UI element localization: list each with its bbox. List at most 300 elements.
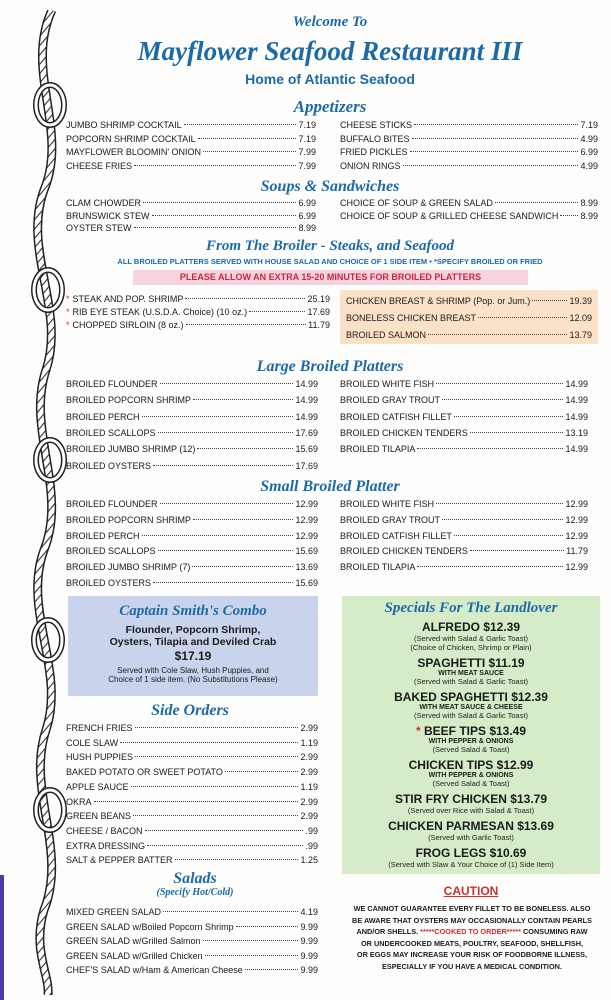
item-name: BROILED CATFISH FILLET	[340, 411, 452, 422]
item-price: 2.99	[300, 767, 318, 778]
item-price: 17.69	[295, 460, 318, 471]
menu-item	[346, 295, 592, 308]
item-price: 7.19	[580, 120, 598, 130]
special-name-price	[342, 656, 600, 670]
star-marker: *	[66, 294, 70, 304]
combo-note-1: Served with Cole Slaw, Hush Puppies, and	[117, 666, 269, 675]
item-name: OKRA	[66, 796, 92, 807]
leader-dots	[436, 383, 563, 384]
item-name: GREEN SALAD w/Grilled Salmon	[66, 936, 201, 946]
item-price: 6.99	[298, 210, 316, 221]
item-name: CHOPPED SIRLOIN (8 oz.)	[72, 320, 184, 330]
menu-item	[66, 197, 316, 210]
leader-dots	[134, 227, 297, 228]
item-price: 14.99	[295, 395, 318, 406]
menu-item	[66, 751, 318, 764]
specials-box	[342, 596, 600, 874]
broiler-title: From The Broiler - Steaks, and Seafood	[206, 238, 454, 254]
item-price: 13.69	[295, 562, 318, 573]
special-note: (Served Salad & Toast)	[432, 745, 510, 754]
leader-dots	[236, 926, 299, 927]
item-price: 12.99	[295, 514, 318, 525]
item-price: 17.69	[307, 307, 330, 317]
leader-dots	[175, 859, 299, 860]
item-price: 7.99	[298, 147, 316, 157]
special-title: CHICKEN PARMESAN $13.69	[388, 819, 554, 833]
item-price: 2.99	[300, 752, 318, 763]
caution-line-4: OR UNDERCOOKED MEATS, POULTRY, SEAFOOD, SHELLFISH,	[360, 938, 584, 948]
menu-item	[340, 160, 598, 173]
leader-dots	[94, 801, 299, 802]
leader-dots	[192, 566, 293, 567]
special-note: (Served with Salad & Garlic Toast)	[413, 634, 529, 643]
special-name-price	[342, 819, 600, 833]
leader-dots	[153, 582, 293, 583]
item-name: BROILED POPCORN SHRIMP	[66, 514, 192, 525]
caution-line-5: OR EGGS MAY INCREASE YOUR RISK OF FOODBORNE ILLNESS,	[356, 950, 588, 959]
leader-dots	[131, 786, 299, 787]
leader-dots	[147, 845, 303, 846]
item-name: BUFFALO BITES	[340, 133, 410, 144]
menu-item	[66, 530, 318, 543]
menu-item	[66, 498, 318, 511]
specials-list	[342, 620, 600, 869]
leader-dots	[249, 311, 305, 312]
menu-item	[340, 378, 588, 391]
leader-dots	[135, 727, 299, 728]
leader-dots	[205, 955, 299, 956]
menu-item	[66, 460, 318, 473]
leader-dots	[478, 317, 567, 318]
menu-item	[66, 443, 318, 456]
item-price: 2.99	[300, 723, 318, 733]
side-orders-title: Side Orders	[151, 702, 229, 719]
menu-item	[340, 545, 588, 558]
special-item	[342, 620, 600, 652]
leader-dots	[142, 535, 294, 536]
item-price: 9.99	[300, 965, 318, 975]
leader-dots	[133, 815, 298, 816]
combo-note-2: Choice of 1 side item. (No Substitutions Please)	[108, 675, 278, 684]
leader-dots	[198, 138, 297, 139]
item-price: 2.99	[300, 811, 318, 822]
item-price: 19.39	[569, 296, 592, 306]
menu-item	[340, 411, 588, 424]
caution-line-1: WE CANNOT GUARANTEE EVERY FILLET TO BE BONELESS. ALSO	[353, 904, 591, 913]
leader-dots	[442, 519, 563, 520]
leader-dots	[203, 151, 296, 152]
menu-item	[340, 210, 598, 223]
welcome-text: Welcome To	[292, 14, 368, 30]
leader-dots	[495, 202, 579, 203]
item-name: GREEN BEANS	[66, 811, 132, 822]
leader-dots	[417, 448, 563, 449]
item-price: 12.99	[565, 499, 588, 509]
menu-item	[66, 119, 316, 132]
combo-box	[68, 596, 318, 696]
soups-title: Soups & Sandwiches	[260, 178, 400, 195]
item-name: STEAK AND POP. SHRIMP	[72, 294, 184, 304]
special-sub: WITH PEPPER & ONIONS	[428, 772, 514, 779]
special-note-2: (Choice of Chicken, Shrimp or Plain)	[410, 643, 532, 652]
item-price: 11.79	[566, 546, 588, 557]
menu-item	[66, 737, 318, 750]
menu-item	[66, 577, 318, 590]
menu-item	[66, 722, 318, 735]
item-price: 7.19	[298, 133, 316, 144]
leader-dots	[417, 566, 563, 567]
star-marker: *	[66, 320, 70, 330]
item-name: EXTRA DRESSING	[66, 840, 146, 851]
specials-title: Specials For The Landlover	[384, 600, 558, 616]
item-name: BROILED TILAPIA	[340, 444, 416, 455]
leader-dots	[158, 432, 294, 433]
menu-item	[66, 394, 318, 407]
tagline: Home of Atlantic Seafood	[245, 71, 415, 87]
leader-dots	[412, 138, 579, 139]
menu-item	[66, 766, 318, 779]
item-price: 4.19	[300, 907, 318, 917]
item-price: 12.99	[565, 562, 588, 573]
leader-dots	[454, 416, 564, 417]
item-name: CHOICE OF SOUP & GRILLED CHEESE SANDWICH	[340, 210, 559, 221]
menu-item	[340, 561, 588, 574]
leader-dots	[120, 742, 298, 743]
item-price: 6.99	[580, 147, 598, 157]
special-note: (Served Salad & Toast)	[432, 779, 510, 788]
combo-line-1: Flounder, Popcorn Shrimp,	[125, 624, 261, 636]
menu-item	[66, 810, 318, 823]
item-name: BROILED WHITE FISH	[340, 499, 435, 509]
menu-item	[66, 133, 316, 146]
item-name: BROILED JUMBO SHRIMP (7)	[66, 562, 191, 573]
item-name: GREEN SALAD w/Boiled Popcorn Shrimp	[66, 921, 234, 932]
menu-item	[66, 781, 318, 794]
leader-dots	[185, 298, 305, 299]
menu-item	[340, 394, 588, 407]
item-name: MAYFLOWER BLOOMIN' ONION	[66, 147, 202, 157]
menu-item	[340, 514, 588, 527]
broiler-note: ALL BROILED PLATTERS SERVED WITH HOUSE SALAD AND CHOICE OF 1 SIDE ITEM • *SPECIFY BROILED OR FRIED	[117, 257, 543, 266]
leader-dots	[135, 756, 298, 757]
leader-dots	[532, 300, 567, 301]
special-sub: WITH PEPPER & ONIONS	[428, 738, 514, 745]
leader-dots	[436, 503, 563, 504]
leader-dots	[428, 334, 567, 335]
leader-dots	[152, 215, 297, 216]
item-price: 17.69	[295, 427, 318, 438]
item-name: CLAM CHOWDER	[66, 198, 142, 208]
caution-title: CAUTION	[443, 884, 499, 898]
leader-dots	[160, 503, 294, 504]
special-item	[342, 724, 600, 754]
item-name: BROILED SCALLOPS	[66, 546, 156, 557]
item-price: 12.99	[295, 499, 318, 509]
caution-text	[338, 903, 606, 972]
leader-dots	[470, 550, 564, 551]
item-price: 4.99	[580, 160, 598, 171]
item-name: BROILED SALMON	[346, 330, 427, 340]
restaurant-name: Mayflower Seafood Restaurant III	[137, 36, 523, 66]
item-price: 11.79	[308, 320, 330, 330]
salads-subtitle: (Specify Hot/Cold)	[156, 887, 234, 898]
leader-dots	[470, 432, 564, 433]
item-name: CHEESE / BACON	[66, 825, 143, 836]
cooked-to-order: *****COOKED TO ORDER*****	[420, 927, 521, 936]
item-name: CHEESE STICKS	[340, 120, 413, 130]
large-platters-title: Large Broiled Platters	[256, 358, 404, 375]
leader-dots	[158, 550, 294, 551]
salads-title: Salads	[173, 870, 217, 887]
combo-price: $17.19	[174, 649, 212, 663]
special-note: (Served with Slaw & Your Choice of (1) Side Item)	[388, 860, 554, 869]
item-price: 9.99	[300, 936, 318, 946]
menu-item	[66, 210, 316, 223]
item-name: BROILED POPCORN SHRIMP	[66, 395, 192, 406]
leader-dots	[560, 215, 578, 216]
item-name: BAKED POTATO OR SWEET POTATO	[66, 767, 223, 778]
item-name: HUSH PUPPIES	[66, 752, 134, 763]
special-item	[342, 656, 600, 686]
item-price: 12.99	[565, 514, 588, 525]
menu-item	[340, 427, 588, 440]
item-price: 15.69	[295, 546, 318, 557]
item-price: 12.99	[295, 530, 318, 541]
item-price: 15.69	[295, 444, 318, 455]
item-price: 14.99	[565, 379, 588, 389]
menu-item	[66, 840, 318, 853]
menu-item	[340, 498, 588, 511]
special-name-price	[342, 758, 600, 772]
special-note: (Served with Salad & Garlic Toast)	[413, 677, 529, 686]
leader-dots	[184, 124, 297, 125]
menu-item	[66, 160, 316, 173]
menu-item	[66, 854, 318, 867]
leader-dots	[142, 416, 294, 417]
item-name: BROILED CATFISH FILLET	[340, 530, 452, 541]
leader-dots	[143, 202, 296, 203]
item-name: RIB EYE STEAK (U.S.D.A. Choice) (10 oz.)	[72, 307, 248, 317]
leader-dots	[454, 535, 564, 536]
caution-line-6: ESPECIALLY IF YOU HAVE A MEDICAL CONDITION.	[382, 961, 562, 971]
special-title: ALFREDO $12.39	[421, 620, 521, 634]
item-name: APPLE SAUCE	[66, 781, 129, 792]
item-price: 14.99	[565, 395, 588, 406]
menu-item	[66, 293, 330, 306]
item-price: 9.99	[300, 950, 318, 961]
item-name: BROILED JUMBO SHRIMP (12)	[66, 444, 196, 455]
menu-item	[340, 119, 598, 132]
broiler-wait-banner: PLEASE ALLOW AN EXTRA 15-20 MINUTES FOR BROILED PLATTERS	[133, 270, 528, 285]
item-price: .99	[305, 825, 318, 836]
item-price: 4.99	[580, 133, 598, 144]
menu-item	[66, 222, 316, 235]
leader-dots	[403, 165, 579, 166]
special-name-price	[342, 724, 600, 738]
menu-item	[66, 378, 318, 391]
menu-item	[66, 427, 318, 440]
leader-dots	[160, 383, 294, 384]
menu-item	[340, 146, 598, 159]
item-price: 12.99	[565, 530, 588, 541]
item-price: 1.25	[300, 855, 318, 866]
special-name-price	[342, 620, 600, 634]
item-price: 9.99	[300, 921, 318, 932]
item-name: CHICKEN BREAST & SHRIMP (Pop. or Jum.)	[346, 296, 531, 306]
item-name: JUMBO SHRIMP COCKTAIL	[66, 120, 182, 130]
star-marker: *	[415, 724, 424, 738]
item-name: BONELESS CHICKEN BREAST	[346, 313, 477, 323]
item-name: CHOICE OF SOUP & GREEN SALAD	[340, 198, 493, 208]
item-price: 8.99	[298, 223, 316, 233]
item-name: BROILED CHICKEN TENDERS	[340, 546, 468, 557]
menu-item	[66, 906, 318, 919]
menu-item	[66, 306, 330, 319]
combo-line-2: Oysters, Tilapia and Deviled Crab	[109, 636, 277, 648]
special-item	[342, 792, 600, 815]
menu-item	[66, 825, 318, 838]
menu-item	[66, 796, 318, 809]
item-price: 8.99	[580, 210, 598, 221]
item-price: 12.09	[569, 313, 592, 323]
caution-line-3	[338, 926, 606, 938]
item-price: 8.99	[580, 198, 598, 208]
menu-item	[66, 514, 318, 527]
item-price: 13.79	[569, 330, 592, 340]
item-name: COLE SLAW	[66, 737, 119, 748]
item-name: CHEESE FRIES	[66, 160, 133, 171]
leader-dots	[186, 324, 307, 325]
special-item	[342, 690, 600, 720]
item-name: FRIED PICKLES	[340, 147, 408, 157]
leader-dots	[163, 911, 298, 912]
leader-dots	[153, 465, 293, 466]
leader-dots	[134, 165, 296, 166]
item-name: BRUNSWICK STEW	[66, 210, 150, 221]
item-name: MIXED GREEN SALAD	[66, 907, 162, 917]
menu-item	[66, 545, 318, 558]
menu-item	[66, 921, 318, 934]
leader-dots	[145, 830, 304, 831]
page-edge-strip	[0, 875, 4, 1000]
star-marker: *	[66, 307, 70, 317]
special-item	[342, 819, 600, 842]
item-name: BROILED FLOUNDER	[66, 379, 158, 389]
special-title: BEEF TIPS $13.49	[423, 724, 527, 738]
item-name: BROILED FLOUNDER	[66, 499, 158, 509]
item-price: 7.99	[298, 160, 316, 171]
leader-dots	[193, 399, 293, 400]
menu-item	[346, 329, 592, 342]
special-note: (Served over Rice with Salad & Toast)	[407, 806, 535, 815]
special-name-price	[342, 792, 600, 806]
special-title: STIR FRY CHICKEN $13.79	[394, 792, 548, 806]
special-sub: WITH MEAT SAUCE	[438, 670, 504, 677]
item-price: 14.99	[295, 379, 318, 389]
menu-item	[66, 935, 318, 948]
leader-dots	[442, 399, 563, 400]
item-name: BROILED WHITE FISH	[340, 379, 435, 389]
item-price: 6.99	[298, 198, 316, 208]
special-item	[342, 846, 600, 869]
special-note: (Served with Garlic Toast)	[428, 833, 514, 842]
leader-dots	[225, 771, 299, 772]
item-name: CHEF'S SALAD w/Ham & American Cheese	[66, 965, 243, 975]
item-price: 2.99	[300, 796, 318, 807]
item-name: ONION RINGS	[340, 160, 401, 171]
special-sub: WITH MEAT SAUCE & CHEESE	[419, 704, 523, 711]
item-price: 14.99	[565, 411, 588, 422]
item-name: BROILED TILAPIA	[340, 562, 416, 573]
menu-item	[340, 197, 598, 210]
rope-border-decoration	[14, 10, 74, 995]
special-item	[342, 758, 600, 788]
menu-item	[66, 146, 316, 159]
leader-dots	[410, 151, 579, 152]
menu-item	[346, 312, 592, 325]
item-price: 14.99	[295, 411, 318, 422]
caution-line-3a: AND/OR SHELLS.	[356, 927, 421, 936]
item-name: FRENCH FRIES	[66, 723, 133, 733]
menu-item	[66, 950, 318, 963]
item-name: BROILED PERCH	[66, 411, 140, 422]
item-name: BROILED CHICKEN TENDERS	[340, 427, 468, 438]
menu-item	[66, 561, 318, 574]
special-title: BAKED SPAGHETTI $12.39	[394, 690, 548, 704]
leader-dots	[414, 124, 578, 125]
special-note: (Served with Salad & Garlic Toast)	[413, 711, 529, 720]
caution-line-3c: CONSUMING RAW	[521, 927, 588, 936]
item-price: 7.19	[298, 120, 316, 130]
item-price: 13.19	[565, 427, 588, 438]
item-name: SALT & PEPPER BATTER	[66, 855, 173, 866]
special-name-price	[342, 846, 600, 860]
item-price: 15.69	[295, 578, 318, 588]
item-name: BROILED GRAY TROUT	[340, 395, 441, 406]
special-name-price	[342, 690, 600, 704]
combo-title: Captain Smith's Combo	[119, 603, 267, 619]
leader-dots	[193, 519, 293, 520]
item-name: OYSTER STEW	[66, 223, 132, 233]
item-price: 1.19	[300, 781, 318, 792]
caution-line-2: BE AWARE THAT OYSTERS MAY OCCASIONALLY CONTAIN PEARLS	[352, 915, 592, 925]
menu-item	[340, 443, 588, 456]
item-price: 14.99	[565, 444, 588, 455]
item-price: .99	[305, 840, 318, 851]
special-title: SPAGHETTI $11.19	[417, 656, 525, 670]
special-title: CHICKEN TIPS $12.99	[408, 758, 534, 772]
menu-item	[340, 133, 598, 146]
leader-dots	[245, 969, 299, 970]
leader-dots	[203, 940, 299, 941]
menu-item	[340, 530, 588, 543]
special-title: FROG LEGS $10.69	[415, 846, 527, 860]
appetizers-title: Appetizers	[293, 97, 367, 116]
item-price: 25.19	[307, 294, 330, 304]
menu-item	[66, 411, 318, 424]
item-price: 1.19	[300, 737, 318, 748]
item-name: GREEN SALAD w/Grilled Chicken	[66, 950, 203, 961]
menu-item	[66, 964, 318, 977]
item-name: BROILED OYSTERS	[66, 578, 152, 588]
menu-item	[66, 319, 330, 332]
item-name: BROILED PERCH	[66, 530, 140, 541]
item-name: BROILED SCALLOPS	[66, 427, 156, 438]
item-name: POPCORN SHRIMP COCKTAIL	[66, 133, 196, 144]
item-name: BROILED OYSTERS	[66, 460, 152, 471]
small-platters-title: Small Broiled Platter	[260, 478, 400, 495]
item-name: BROILED GRAY TROUT	[340, 514, 441, 525]
